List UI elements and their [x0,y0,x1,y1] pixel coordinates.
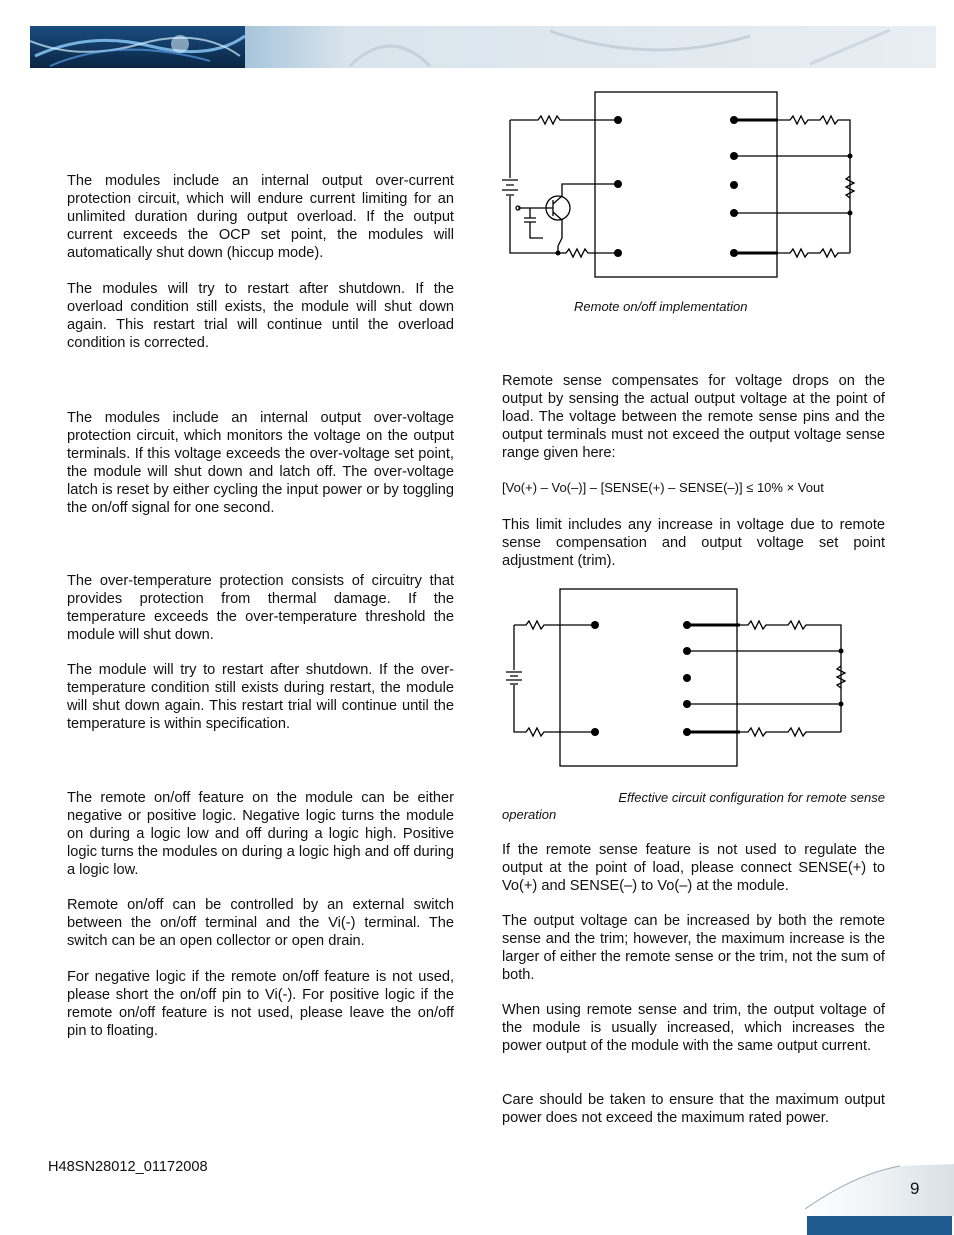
sense-formula: [Vo(+) – Vo(–)] – [SENSE(+) – SENSE(–)] ≤ 10% × Vout [502,480,824,495]
onoff-paragraph-2: Remote on/off can be controlled by an external switch between the on/off terminal and the Vi(-) terminal. The switch can be an open collector or open drain. [67,897,454,949]
figure-2-caption-line-2: operation [502,807,557,822]
remote-sense-circuit-diagram [500,586,860,771]
ocp-paragraph-1: The modules include an internal output over-current protection circuit, which will endure current limiting for an unlimited duration during output overload. If the output current exceeds the OCP set point, the modules will automatically shut down (hiccup mode). [67,173,454,261]
remote-onoff-circuit-diagram [498,88,868,283]
ocp-paragraph-2: The modules will try to restart after shutdown. If the overload condition still exists, the module will shut down again. This restart trial will continue until the overload condition is corrected. [67,281,454,351]
sense-paragraph-3: If the remote sense feature is not used to regulate the output at the point of load, please connect SENSE(+) to Vo(+) and SENSE(–) to Vo(–) at the module. [502,842,885,894]
figure-2-caption [502,789,885,823]
page-number: 9 [910,1179,920,1198]
ovp-paragraph: The modules include an internal output over-voltage protection circuit, which monitors the voltage on the output terminals. If this voltage exceeds the over-voltage set point, the module will shut down and latch off. The over-voltage latch is reset by either cycling the input power or by toggling the on/off signal for one second. [67,410,454,516]
header-banner [30,26,936,68]
sense-paragraph-4: The output voltage can be increased by both the remote sense and the trim; however, the maximum increase is the larger of either the remote sense or the trim, not the sum of both. [502,913,885,983]
figure-2-caption-line-1: Effective circuit configuration for remote sense [618,790,885,805]
sense-paragraph-6: Care should be taken to ensure that the maximum output power does not exceed the maximum rated power. [502,1092,885,1126]
figure-1-caption: Remote on/off implementation [574,299,748,314]
header-banner-graphic [30,26,936,68]
otp-paragraph-2: The module will try to restart after shutdown. If the over-temperature condition still exists during restart, the module will shut down again. This restart trial will continue until the temperature is within specification. [67,662,454,732]
module-box [560,589,737,766]
footer-corner-graphic [805,1162,954,1235]
otp-paragraph-1: The over-temperature protection consists of circuitry that provides protection from thermal damage. If the temperature exceeds the over-temperature threshold the module will shut down. [67,573,454,643]
onoff-paragraph-1: The remote on/off feature on the module can be either negative or positive logic. Negative logic turns the module on during a logic low and off during a logic high. Positive logic turns the modules on during a logic high and off during a logic low. [67,790,454,878]
onoff-paragraph-3: For negative logic if the remote on/off feature is not used, please short the on/off pin to Vi(-). For positive logic if the remote on/off feature is not used, please leave the on/off pin to floating. [67,969,454,1039]
sense-paragraph-5: When using remote sense and trim, the output voltage of the module is usually increased, which increases the power output of the module with the same output current. [502,1002,885,1054]
document-id: H48SN28012_01172008 [48,1159,208,1175]
sense-paragraph-1: Remote sense compensates for voltage drops on the output by sensing the actual output voltage at the point of load. The voltage between the remote sense pins and the output terminals must not exceed the output voltage sense range given here: [502,373,885,461]
sense-paragraph-2: This limit includes any increase in voltage due to remote sense compensation and output voltage set point adjustment (trim). [502,517,885,569]
